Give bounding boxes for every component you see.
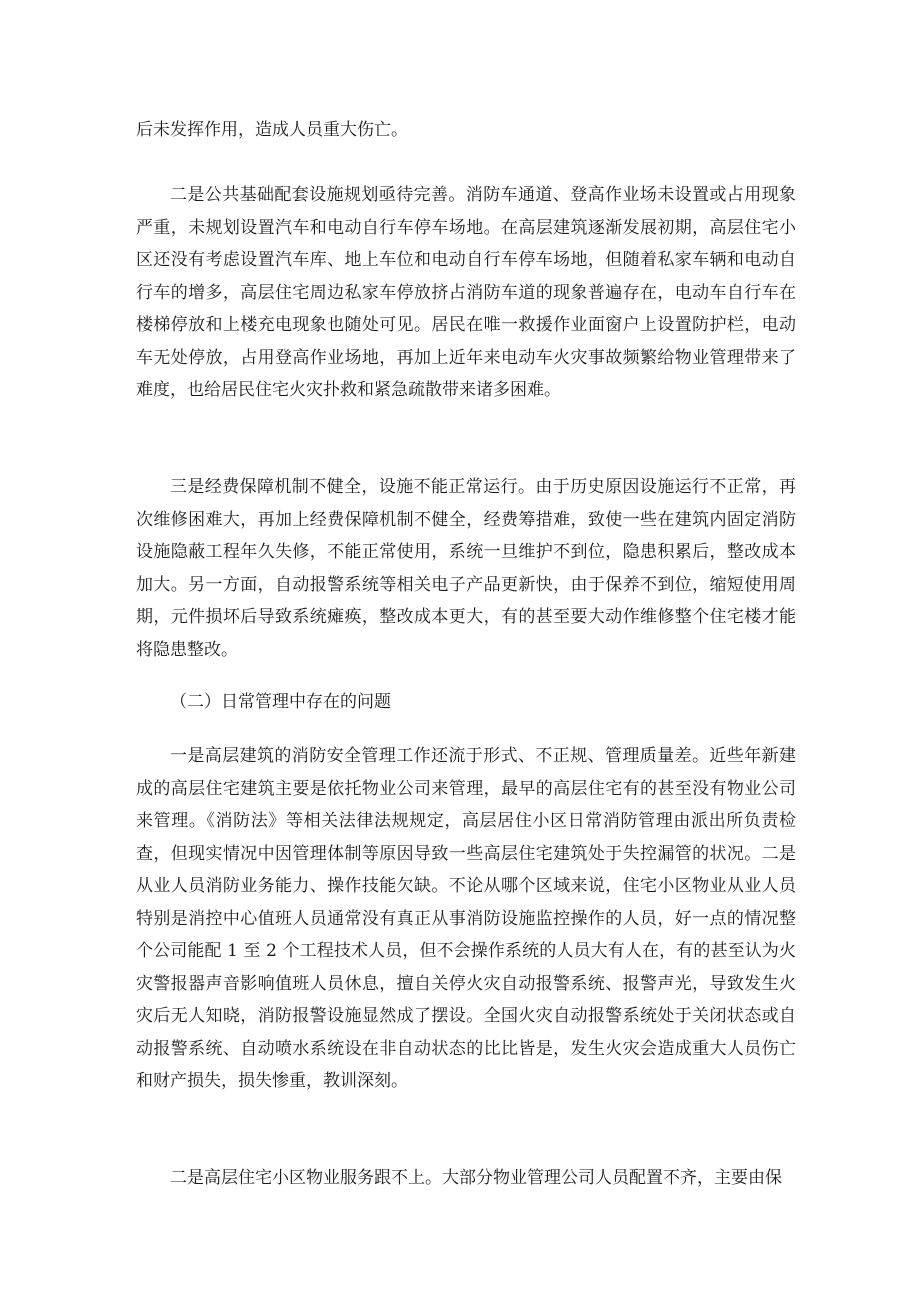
- paragraph-property-service: 二是高层住宅小区物业服务跟不上。大部分物业管理公司人员配置不齐，主要由保: [170, 1168, 782, 1188]
- paragraph-continuation: 后未发挥作用，造成人员重大伤亡。: [136, 120, 408, 140]
- paragraph-funding: 三是经费保障机制不健全，设施不能正常运行。由于历史原因设施运行不正常，再次维修困难大，再加上经费保障机制不健全，经费筹措难，致使一些在建筑内固定消防设施隐蔽工程年久失修，不能正常使用，系统一旦维护不到位，隐患积累后，整改成本加大。另一方面，自动报警系统等相关电子产品更新快，由于保养不到位，缩短使用周期，元件损坏后导致系统瘫痪，整改成本更大，有的甚至要大动作维修整个住宅楼才能将隐患整改。: [136, 477, 796, 660]
- paragraph-management-issues: 一是高层建筑的消防安全管理工作还流于形式、不正规、管理质量差。近些年新建成的高层住宅建筑主要是依托物业公司来管理，最早的高层住宅有的甚至没有物业公司来管理。《消防法》等相关法律法规规定，高层居住小区日常消防管理由派出所负责检查，但现实情况中因管理体制等原因导致一些高层住宅建筑处于失控漏管的状况。二是从业人员消防业务能力、操作技能欠缺。不论从哪个区域来说，住宅小区物业从业人员特别是消控中心值班人员通常没有真正从事消防设施监控操作的人员，好一点的情况整个公司能配 1 至 2 个工程技术人员，但不会操作系统的人员大有人在，有的甚至认为火灾警报器声音影响值班人员休息，擅自关停火灾自动报警系统、报警声光，导致发生火灾后无人知晓，消防报警设施显然成了摆设。全国火灾自动报警系统处于关闭状态或自动报警系统、自动喷水系统设在非自动状态的比比皆是，发生火灾会造成重大人员伤亡和财产损失，损失惨重，教训深刻。: [136, 746, 796, 1091]
- paragraph-infrastructure: 二是公共基础配套设施规划亟待完善。消防车通道、登高作业场未设置或占用现象严重，未规划设置汽车和电动自行车停车场地。在高层建筑逐渐发展初期，高层住宅小区还没有考虑设置汽车库、地上车位和电动自行车停车场地，但随着私家车辆和电动自行车的增多，高层住宅周边私家车停放挤占消防车道的现象普遍存在，电动车自行车在楼梯停放和上楼充电现象也随处可见。居民在唯一救援作业面窗户上设置防护栏，电动车无处停放，占用登高作业场地，再加上近年来电动车火灾事故频繁给物业管理带来了难度，也给居民住宅火灾扑救和紧急疏散带来诸多困难。: [136, 185, 796, 400]
- section-heading-daily-management: （二）日常管理中存在的问题: [170, 692, 391, 712]
